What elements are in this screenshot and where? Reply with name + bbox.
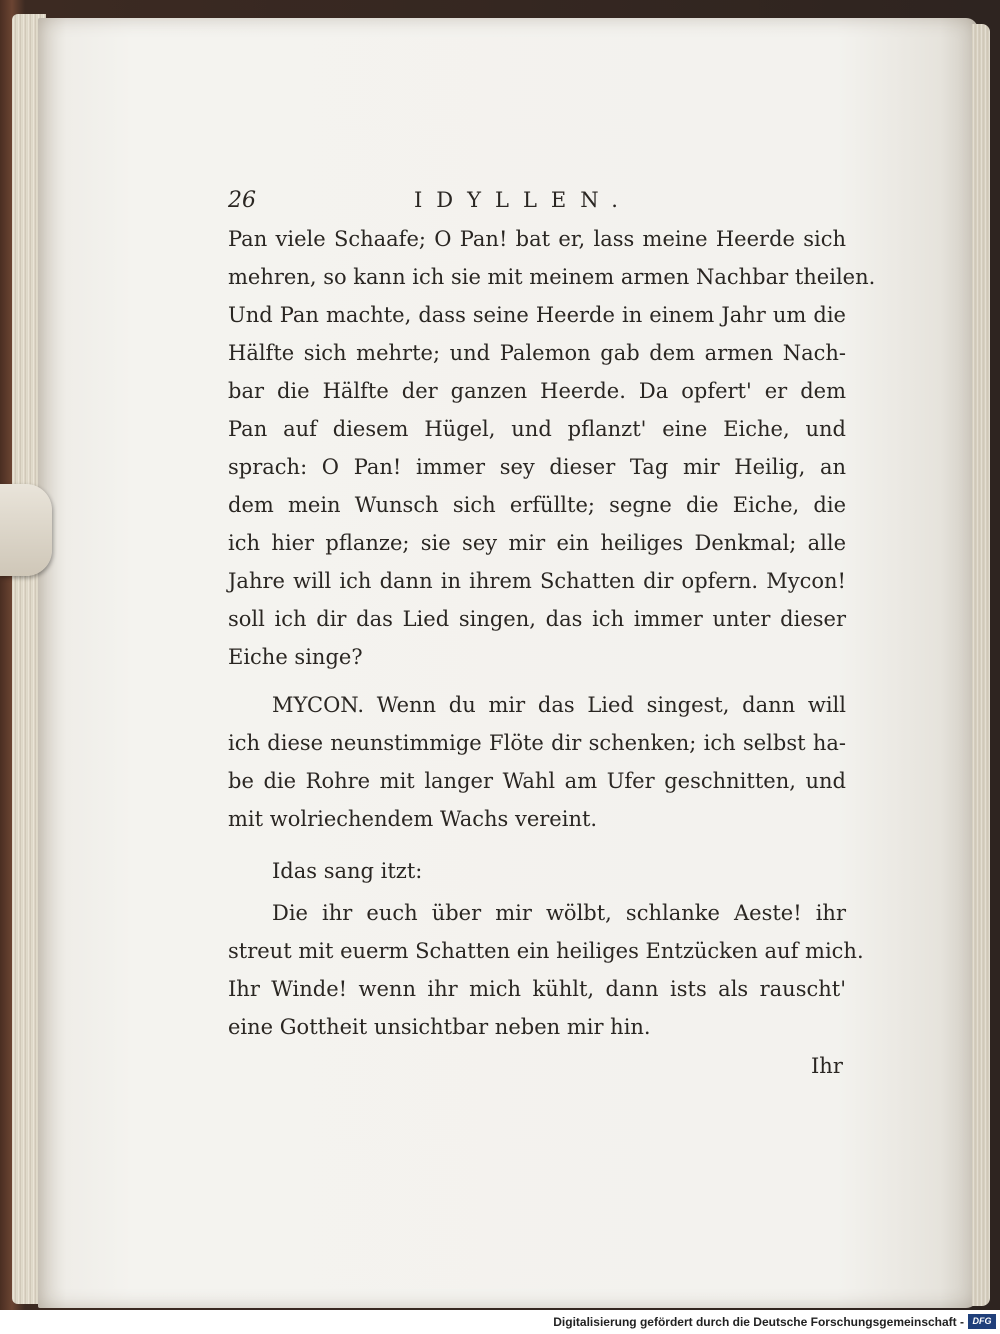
text-line: Pan auf diesem Hügel, und pflanzt' eine Eiche, und <box>228 417 846 441</box>
page-header <box>228 188 658 218</box>
text-line: MYCON. Wenn du mir das Lied singest, dann will <box>272 693 846 717</box>
catchword: Ihr <box>811 1054 843 1078</box>
text-line: streut mit euerm Schatten ein heiliges Entzücken auf mich. <box>228 939 864 963</box>
text-line: Pan viele Schaafe; O Pan! bat er, lass meine Heerde sich <box>228 227 846 251</box>
digitization-footer <box>0 1310 1000 1334</box>
text-line: Die ihr euch über mir wölbt, schlanke Aeste! ihr <box>272 901 846 925</box>
text-line: ich hier pflanze; sie sey mir ein heiliges Denkmal; alle <box>228 531 846 555</box>
text-line: Und Pan machte, dass seine Heerde in einem Jahr um die <box>228 303 846 327</box>
text-line: bar die Hälfte der ganzen Heerde. Da opfert' er dem <box>228 379 846 403</box>
text-line: be die Rohre mit langer Wahl am Ufer geschnitten, und <box>228 769 846 793</box>
text-line: Ihr Winde! wenn ihr mich kühlt, dann ists als rauscht' <box>228 977 846 1001</box>
text-line: Hälfte sich mehrte; und Palemon gab dem armen Nach- <box>228 341 846 365</box>
right-page-edges <box>972 24 990 1306</box>
text-line: soll ich dir das Lied singen, das ich immer unter dieser <box>228 607 846 631</box>
running-head: IDYLLEN. <box>414 188 632 212</box>
text-line: mehren, so kann ich sie mit meinem armen Nachbar theilen. <box>228 265 876 289</box>
text-line: mit wolriechendem Wachs vereint. <box>228 807 598 831</box>
text-line: Jahre will ich dann in ihrem Schatten dir opfern. Mycon! <box>228 569 846 593</box>
dfg-logo: DFG <box>968 1314 996 1329</box>
page-number: 26 <box>228 188 256 213</box>
text-line: dem mein Wunsch sich erfüllte; segne die Eiche, die <box>228 493 846 517</box>
text-line: sprach: O Pan! immer sey dieser Tag mir Heilig, an <box>228 455 846 479</box>
text-line: Idas sang itzt: <box>272 859 423 883</box>
page-tab-marker <box>0 484 52 576</box>
text-line: Eiche singe? <box>228 645 363 669</box>
footer-credit: Digitalisierung gefördert durch die Deutsche Forschungsgemeinschaft - <box>553 1315 964 1329</box>
text-line: ich diese neunstimmige Flöte dir schenken; ich selbst ha- <box>228 731 846 755</box>
text-line: eine Gottheit unsichtbar neben mir hin. <box>228 1015 651 1039</box>
